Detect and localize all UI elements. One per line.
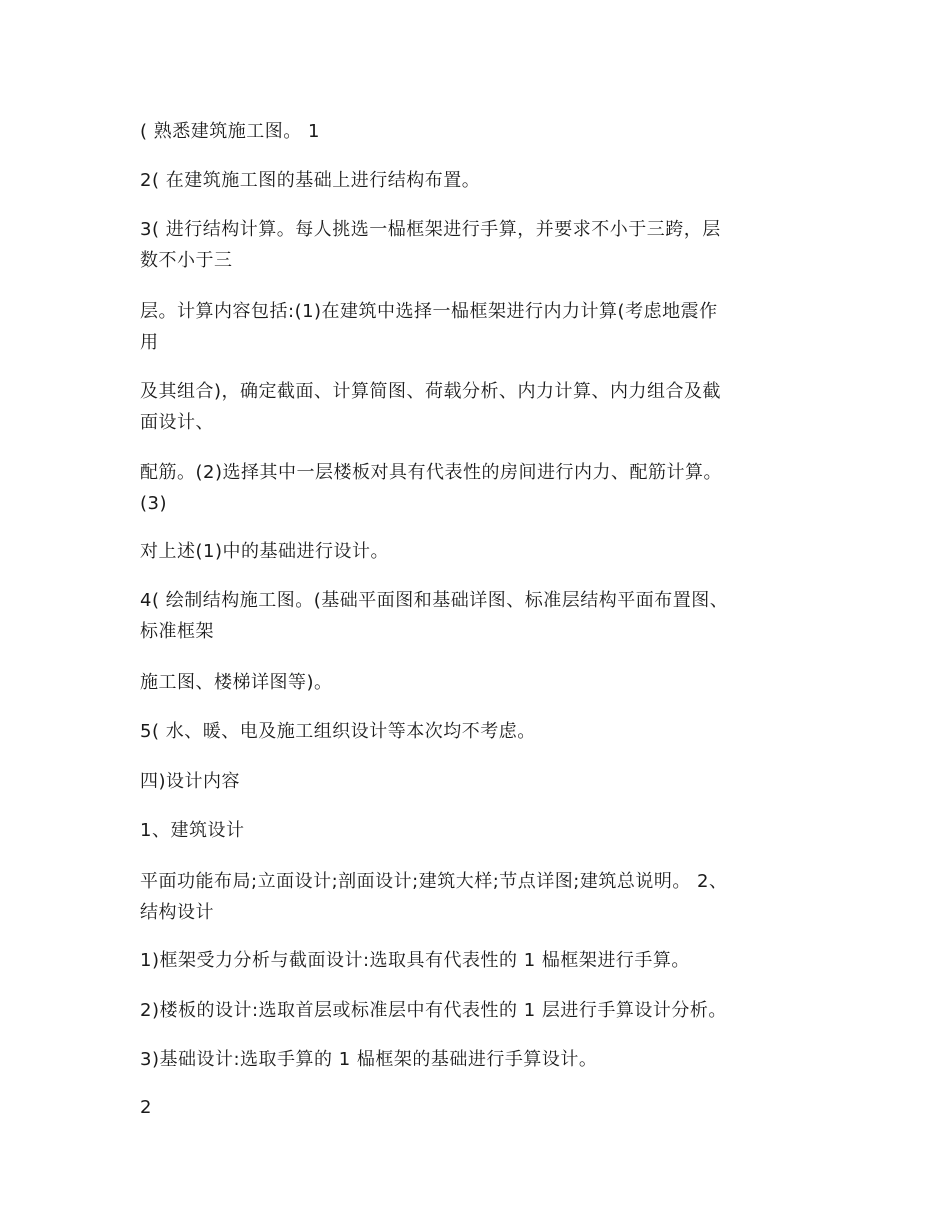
paragraph [140, 214, 810, 276]
paragraph [140, 165, 810, 196]
paragraph [140, 716, 810, 747]
text-line: 标准框架 [140, 621, 214, 642]
paragraph [140, 116, 810, 147]
text-line: 3( 进行结构计算。每人挑选一榀框架进行手算，并要求不小于三跨，层 [140, 219, 721, 240]
text-line: 四)设计内容 [140, 771, 241, 792]
text-line: 平面功能布局;立面设计;剖面设计;建筑大样;节点详图;建筑总说明。 2、 [140, 871, 728, 892]
paragraph [140, 667, 810, 698]
text-line: 对上述(1)中的基础进行设计。 [140, 541, 389, 562]
text-line: 2)楼板的设计:选取首层或标准层中有代表性的 1 层进行手算设计分析。 [140, 1000, 727, 1021]
text-line: 4( 绘制结构施工图。(基础平面图和基础详图、标准层结构平面布置图、 [140, 590, 729, 611]
text-line: 3)基础设计:选取手算的 1 榀框架的基础进行手算设计。 [140, 1049, 598, 1070]
text-line: 2( 在建筑施工图的基础上进行结构布置。 [140, 170, 481, 191]
text-line: 数不小于三 [140, 250, 233, 271]
text-line: 层。计算内容包括:(1)在建筑中选择一榀框架进行内力计算(考虑地震作 [140, 301, 718, 322]
text-line: ( 熟悉建筑施工图。 1 [140, 121, 320, 142]
paragraph [140, 1044, 810, 1075]
paragraph [140, 995, 810, 1026]
paragraph [140, 376, 810, 438]
text-line: 面设计、 [140, 412, 214, 433]
text-line: 1)框架受力分析与截面设计:选取具有代表性的 1 榀框架进行手算。 [140, 950, 690, 971]
text-line: 用 [140, 332, 159, 353]
paragraph [140, 457, 810, 519]
text-line: (3) [140, 493, 167, 514]
paragraph [140, 296, 810, 358]
section-heading [140, 766, 810, 797]
text-line: 配筋。(2)选择其中一层楼板对具有代表性的房间进行内力、配筋计算。 [140, 462, 722, 483]
text-line: 施工图、楼梯详图等)。 [140, 672, 333, 693]
subsection-heading [140, 815, 810, 846]
page-number: 2 [140, 1097, 152, 1118]
text-line: 结构设计 [140, 902, 214, 923]
text-line: 1、建筑设计 [140, 820, 245, 841]
paragraph [140, 945, 810, 976]
text-line: 及其组合)，确定截面、计算简图、荷载分析、内力计算、内力组合及截 [140, 381, 722, 402]
paragraph [140, 536, 810, 567]
paragraph [140, 585, 810, 647]
text-line: 5( 水、暖、电及施工组织设计等本次均不考虑。 [140, 721, 536, 742]
paragraph [140, 866, 810, 928]
